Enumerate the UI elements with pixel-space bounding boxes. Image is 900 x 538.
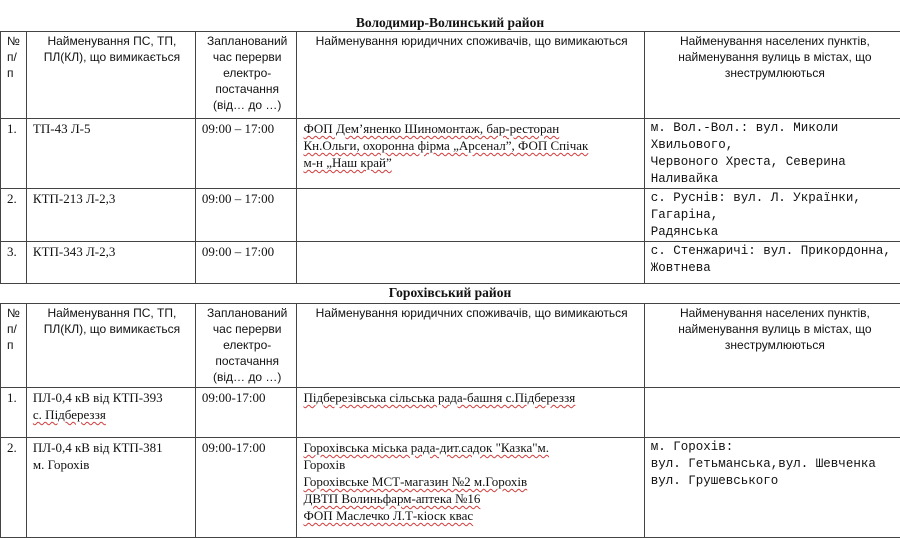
row-num: 1.: [1, 119, 27, 189]
row-consumers: [297, 119, 644, 189]
row-consumers: [297, 438, 644, 538]
outage-table-gorokhiv: [0, 303, 900, 538]
substation-line: ПЛ-0,4 кВ від КТП-381: [33, 439, 191, 456]
row-consumers: [297, 242, 644, 284]
consumer-line: ФОП Маслечко Л.Т-кіоск квас: [303, 507, 639, 524]
row-num: 3.: [1, 242, 27, 284]
settlement-line: Радянська: [651, 224, 899, 241]
substation-line: м. Горохів: [33, 456, 191, 473]
row-num: 1.: [1, 388, 27, 438]
section-title-volodymyr: Володимир-Волинський район: [0, 15, 900, 31]
header-substation: Найменування ПС, ТП, ПЛ(КЛ), що вимикається: [26, 304, 195, 388]
consumer-line: Горохівська міська рада-дит.садок "Казка"м.: [303, 439, 639, 456]
table-row: [1, 242, 900, 284]
row-consumers: [297, 388, 644, 438]
row-num: 2.: [1, 438, 27, 538]
header-settlements: Найменування населених пунктів, найменування вулиць в містах, що знеструмлюються: [644, 32, 900, 119]
row-time: 09:00 – 17:00: [195, 119, 297, 189]
header-consumers: Найменування юридичних споживачів, що вимикаються: [297, 304, 644, 388]
settlement-line: м. Вол.-Вол.: вул. Миколи Хвильового,: [651, 120, 899, 154]
table-header-row: [1, 304, 900, 388]
row-substation: КТП-343 Л-2,3: [26, 242, 195, 284]
table-row: [1, 388, 900, 438]
row-settlements: [644, 388, 900, 438]
table-row: [1, 438, 900, 538]
table-row: [1, 189, 900, 242]
settlement-line: м. Горохів:: [651, 439, 899, 456]
settlement-line: Червоного Хреста, Северина Наливайка: [651, 154, 899, 188]
header-num: № п/п: [1, 32, 27, 119]
table-row: [1, 119, 900, 189]
consumer-line: м-н „Наш край”: [303, 154, 639, 171]
settlement-line: вул. Гетьманська,вул. Шевченка: [651, 456, 899, 473]
row-time: 09:00 – 17:00: [195, 189, 297, 242]
row-settlements: [644, 242, 900, 284]
row-substation: [26, 388, 195, 438]
row-num: 2.: [1, 189, 27, 242]
row-consumers: [297, 189, 644, 242]
consumer-line: Горохів: [303, 456, 639, 473]
settlement-line: вул. Грушевського: [651, 473, 899, 490]
row-settlements: [644, 119, 900, 189]
row-settlements: [644, 189, 900, 242]
row-time: 09:00-17:00: [195, 388, 297, 438]
header-consumers: Найменування юридичних споживачів, що вимикаються: [297, 32, 644, 119]
consumer-line: Підберезівська сільська рада-башня с.Підбереззя: [303, 389, 639, 406]
settlement-line: с. Стенжаричі: вул. Прикордонна,: [651, 243, 899, 260]
header-time: Запланований час перерви електро-постачання (від… до …): [195, 32, 297, 119]
row-time: 09:00-17:00: [195, 438, 297, 538]
settlement-line: с. Руснів: вул. Л. Українки, Гагаріна,: [651, 190, 899, 224]
consumer-line: Горохівське МСТ-магазин №2 м.Горохів: [303, 473, 639, 490]
substation-line: с. Підбереззя: [33, 406, 191, 423]
consumer-line: ДВТП Волиньфарм-аптека №16: [303, 490, 639, 507]
row-time: 09:00 – 17:00: [195, 242, 297, 284]
settlement-line: Жовтнева: [651, 260, 899, 277]
outage-table-volodymyr: [0, 31, 900, 284]
header-settlements: Найменування населених пунктів, найменування вулиць в містах, що знеструмлюються: [644, 304, 900, 388]
substation-line: ПЛ-0,4 кВ від КТП-393: [33, 389, 191, 406]
consumer-line: Кн.Ольги, охоронна фірма „Арсенал”, ФОП Спічак: [303, 137, 639, 154]
consumer-line: ФОП Дем’яненко Шиномонтаж, бар-ресторан: [303, 120, 639, 137]
section-title-gorokhiv: Горохівський район: [0, 285, 900, 301]
header-substation: Найменування ПС, ТП, ПЛ(КЛ), що вимикається: [26, 32, 195, 119]
header-time: Запланований час перерви електро-постачання (від… до …): [195, 304, 297, 388]
row-substation: КТП-213 Л-2,3: [26, 189, 195, 242]
row-substation: [26, 438, 195, 538]
header-num: № п/п: [1, 304, 27, 388]
row-substation: ТП-43 Л-5: [26, 119, 195, 189]
table-header-row: [1, 32, 900, 119]
row-settlements: [644, 438, 900, 538]
